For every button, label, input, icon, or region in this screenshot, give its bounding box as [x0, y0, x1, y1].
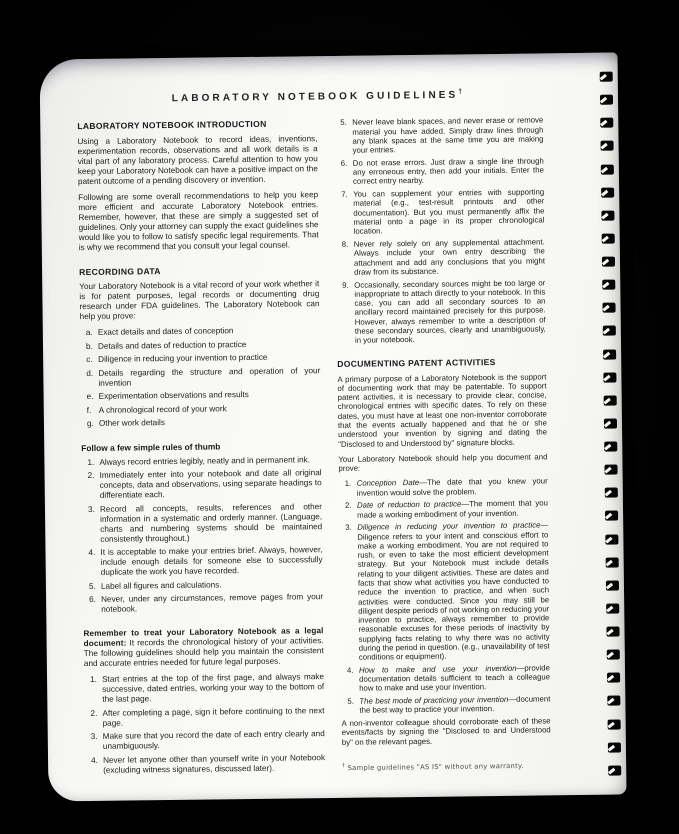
list-marker: 6.: [89, 594, 96, 605]
binding-hole: [601, 164, 614, 174]
binding-hole: [603, 303, 616, 313]
list-item: [342, 237, 545, 277]
list-marker: g.: [86, 419, 94, 429]
list-text: [359, 695, 550, 716]
binding-hole: [608, 765, 621, 775]
intro-paragraph-2: Following are some overall recommendations to help you keep more efficient and accurate Laboratory Notebook entries. Remember, however, that these are simply a suggested set of guidelines. Only your attorney can supply the exact guidelines she would like you to follow to satisfy specific legal requirements. That is why we recommend that you consult your legal counsel.: [78, 189, 319, 252]
list-lead-italic: The best mode of practicing your invention—: [359, 694, 517, 706]
section-heading-introduction: LABORATORY NOTEBOOK INTRODUCTION: [77, 119, 267, 132]
list-text: Exact details and dates of conception: [97, 326, 234, 338]
list-text: Start entries at the top of the first page, and always make successive, dated entries, working your way to the bottom of the last page.: [102, 672, 325, 704]
list-item: [342, 278, 546, 345]
binding-hole: [601, 141, 614, 151]
list-item: [87, 455, 321, 468]
binding-hole: [607, 673, 620, 683]
list-text: Other work details: [98, 418, 165, 429]
binding-hole: [604, 418, 617, 428]
list-item: [89, 592, 323, 615]
binding-hole: [602, 233, 615, 243]
patent-closing-paragraph: A non-inventor colleague should corroborate each of these events/facts by signing the "Disclosed to and Understood by" on the relevant pages.: [341, 716, 551, 747]
binding-hole: [604, 442, 617, 452]
list-text: After completing a page, sign it before continuing to the next page.: [102, 705, 325, 728]
list-marker: b.: [85, 341, 93, 351]
list-item: [340, 116, 543, 156]
list-text: [357, 499, 548, 520]
binding-hole: [603, 349, 616, 359]
list-text: Occasionally, secondary sources might be too large or inappropriate to attach directly to your notebook. In this case, you can add all secondary sources to an ancillary record maintained precisely for this purpose. However, always remember to write a description of these secondary sources, clearly and unambiguously, in your notebook.: [354, 277, 546, 345]
binding-hole: [606, 603, 619, 613]
list-text: Never leave blank spaces, and never erase or remove material you have added. Simply draw lines through any blank spaces at the same time you are making your entries.: [352, 115, 544, 155]
spiral-binding: [600, 72, 623, 776]
list-marker: 5.: [340, 118, 347, 128]
list-rest: Diligence refers to your intent and conscious effort to make a working embodiment. You are not required to rush, or even to take the most efficient development strategy. But your Notebook must include details relating to your diligent activities. These are dates and facts that show what activities you have conducted to reduce the invention to practice, and when such activities were conducted. Since you may still be diligent despite periods of not working on reducing your invention to practice, always remember to provide reasonable excuses for these periods of inactivity by supplying facts relating to why there was no activity during the period in question. (e.g., unavailability of test conditions or equipment).: [357, 530, 550, 662]
binding-hole: [607, 696, 620, 706]
list-text: Experimentation observations and results: [98, 390, 249, 402]
list-marker: 3.: [90, 731, 98, 742]
binding-hole: [605, 534, 618, 544]
list-rest: The moment that you made a working embodiment of your invention.: [357, 498, 549, 520]
binding-hole: [603, 372, 616, 382]
binding-hole: [601, 187, 614, 197]
list-lead-italic: How to make and use your invention—: [358, 663, 525, 675]
legal-lead-bold: Remember to treat your Laboratory Notebook as a legal document:: [83, 626, 324, 649]
list-marker: 2.: [87, 470, 95, 481]
page-title: [91, 87, 543, 105]
list-item: [90, 706, 324, 729]
binding-hole: [606, 627, 619, 637]
binding-hole: [607, 650, 620, 660]
page-content: [77, 87, 551, 783]
list-text: Immediately enter into your notebook and date all original concepts, data and observations, using separate headings to differentiate each.: [99, 468, 322, 500]
list-marker: 9.: [342, 280, 349, 290]
list-item: [88, 545, 322, 578]
list-item: [91, 753, 325, 776]
list-text: Do not erase errors. Just draw a single line through any erroneous entry, then add your initials. Enter the correct entry nearby.: [352, 156, 544, 187]
section-heading-documenting-patent: DOCUMENTING PATENT ACTIVITIES: [337, 357, 496, 370]
list-marker: 4.: [88, 547, 96, 558]
list-item: [86, 352, 320, 365]
list-marker: 1.: [87, 457, 95, 467]
recording-paragraph: Your Laboratory Notebook is a vital record of your work whether it is for patent purposes, legal records or documenting drug research under FDA guidelines. The Laboratory Notebook can help you prove:: [79, 279, 320, 322]
list-text: You can supplement your entries with supporting material (e.g., test-result printouts and other documentation). But you must permanently affix the material onto a page in its proper chronological location.: [353, 187, 545, 236]
list-marker: 4.: [90, 755, 98, 765]
legal-document-lead-paragraph: [83, 626, 323, 669]
list-rest: document the best way to practice your invention.: [359, 694, 551, 716]
subheading-rules-of-thumb: Follow a few simple rules of thumb: [81, 441, 221, 454]
notebook-page: [39, 52, 626, 801]
list-text: Diligence in reducing your invention to practice: [98, 353, 268, 365]
list-text: Details and dates of reduction to practice: [97, 339, 247, 351]
list-marker: 4.: [346, 665, 354, 675]
binding-hole: [608, 742, 621, 752]
list-text: [357, 521, 550, 662]
list-item: [91, 729, 325, 752]
list-item: [88, 468, 322, 501]
list-text: Label all figures and calculations.: [100, 579, 222, 591]
binding-hole: [600, 72, 613, 82]
binding-hole: [600, 95, 613, 105]
list-text: Never let anyone other than yourself write in your Notebook (excluding witness signatures, discussed later).: [102, 752, 326, 775]
two-column-layout: [77, 116, 551, 779]
binding-hole: [608, 719, 621, 729]
list-marker: 3.: [345, 523, 352, 533]
list-item: [89, 579, 323, 592]
list-lead-italic: Date of reduction to practice—: [356, 499, 470, 511]
page-title-text: LABORATORY NOTEBOOK GUIDELINES: [171, 89, 459, 105]
list-item: [87, 389, 321, 402]
list-lead-italic: Diligence in reducing your invention to practice—: [357, 520, 549, 533]
list-item: [86, 366, 320, 389]
list-marker: 5.: [347, 696, 354, 707]
list-item: [341, 188, 545, 237]
binding-hole: [606, 580, 619, 590]
list-marker: a.: [85, 328, 93, 338]
list-item: [90, 672, 324, 705]
binding-hole: [604, 465, 617, 475]
list-rest: provide documentation details sufficient to teach a colleague how to make and use your invention.: [359, 663, 551, 694]
list-text: [357, 477, 548, 498]
section-heading-recording-data: RECORDING DATA: [79, 265, 161, 277]
footnote: [342, 760, 551, 772]
list-text: Details regarding the structure and operation of your invention: [98, 365, 321, 388]
list-marker: 3.: [87, 504, 95, 514]
binding-hole: [605, 511, 618, 521]
list-text: Never rely solely on any supplemental attachment. Always include your own entry describing the attachment and add any conclusions that you might draw from its substance.: [353, 237, 546, 277]
binding-hole: [602, 280, 615, 290]
footnote-dagger: †: [342, 762, 346, 769]
list-item: [86, 325, 320, 338]
list-item: [88, 502, 322, 545]
left-column: [77, 118, 325, 779]
list-lead-italic: Conception Date—: [356, 478, 428, 489]
legal-lead-rest: It records the chronological history of your activities. The following guidelines should help you maintain the consistent and accurate entries needed for future legal purposes.: [83, 636, 324, 669]
list-marker: d.: [86, 368, 94, 378]
list-text: A chronological record of your work: [98, 404, 227, 415]
patent-paragraph-1: A primary purpose of a Laboratory Notebook is the support of documenting work that may be patentable. To support patent activities, it is necessary to provide clear, concise, chronological entries with specific dates. To rely on these dates, you must have at least one non-inventor corroborate that the events actually happened and that he or she understood your invention by signing and dating the "Disclosed to and Understood by" signature blocks.: [337, 372, 548, 449]
intro-paragraph-1: Using a Laboratory Notebook to record ideas, inventions, experimentation records, observations and all work details is a vital part of any laboratory process. Careful attention to how you keep your Laboratory Notebook can have a positive impact on the patent outcome of a pending discovery or invention.: [77, 133, 318, 186]
title-dagger: †: [458, 88, 463, 96]
list-marker: 7.: [341, 189, 348, 200]
binding-hole: [603, 326, 616, 336]
list-item: [87, 416, 321, 429]
list-marker: 2.: [90, 708, 98, 718]
binding-hole: [602, 257, 615, 267]
list-item: [347, 695, 550, 716]
list-marker: 2.: [344, 501, 352, 511]
footnote-text: Sample guidelines "AS IS" without any warranty.: [345, 761, 524, 773]
list-marker: 6.: [340, 158, 348, 168]
list-text: Make sure that you record the date of each entry clearly and unambiguously.: [102, 729, 325, 751]
binding-hole: [604, 395, 617, 405]
list-item: [341, 156, 544, 186]
list-text: Record all concepts, results, references and other information in a systematic and orderly manner. (Language, charts and numbering systems should be maintained consistently throughout.): [99, 501, 323, 544]
list-text: Never, under any circumstances, remove pages from your notebook.: [101, 592, 324, 614]
list-text: Always record entries legibly, neatly and in permanent ink.: [99, 454, 311, 467]
list-marker: 8.: [341, 239, 349, 249]
list-rest: The date that you knew your invention would solve the problem.: [356, 476, 548, 498]
list-text: It is acceptable to make your entries brief. Always, however, include enough details for someone else to successfully duplicate the work you have recorded.: [100, 545, 323, 577]
list-item: [87, 403, 321, 416]
list-item: [347, 663, 550, 693]
right-column: [334, 116, 551, 776]
list-marker: 1.: [90, 674, 97, 685]
patent-paragraph-2: Your Laboratory Notebook should help you document and prove:: [338, 452, 548, 473]
list-marker: c.: [86, 355, 93, 365]
binding-hole: [601, 210, 614, 220]
list-item: [345, 499, 548, 520]
list-item: [86, 339, 320, 352]
binding-hole: [600, 118, 613, 128]
binding-hole: [605, 488, 618, 498]
list-marker: 1.: [344, 479, 352, 489]
binding-hole: [606, 557, 619, 567]
list-marker: f.: [86, 405, 92, 415]
list-marker: 5.: [88, 581, 96, 591]
list-text: [359, 663, 550, 693]
list-marker: e.: [86, 392, 94, 402]
list-item: [345, 477, 548, 498]
list-item: [345, 521, 550, 662]
